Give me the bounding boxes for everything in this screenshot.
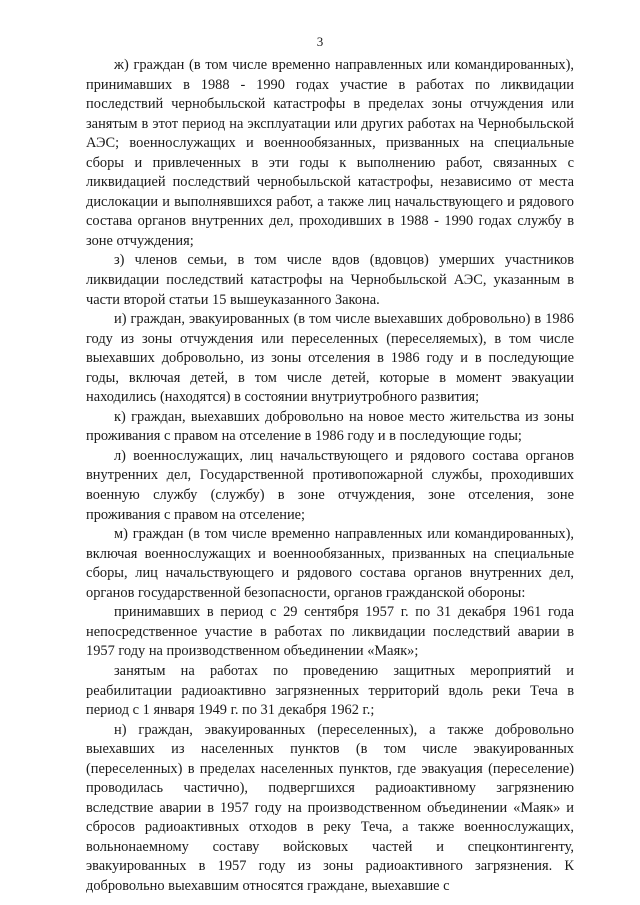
paragraph-i: и) граждан, эвакуированных (в том числе выехавших добровольно) в 1986 году из зоны отчуждения или переселенных (переселяемых), в том числе выехавших добровольно, из зоны отселения в 1986 году и в последующие годы, включая детей, в том числе детей, которые в момент эвакуации находились (находятся) в состоянии внутриутробного развития;: [86, 311, 574, 406]
paragraph-k: к) граждан, выехавших добровольно на новое место жительства из зоны проживания с правом на отселение в 1986 году и в последующие годы;: [86, 408, 574, 445]
paragraph-m-sub-1: принимавших в период с 29 сентября 1957 г. по 31 декабря 1961 года непосредственное участие в работах по ликвидации последствий аварии в 1957 году на производственном объединении «Маяк»;: [86, 604, 574, 660]
paragraph-l: л) военнослужащих, лиц начальствующего и рядового состава органов внутренних дел, Государственной противопожарной службы, проходивших военную службу (службу) в зоне отчуждения, зоне отселения, зоне проживания с правом на отселение;: [86, 447, 574, 523]
page-number: 3: [316, 34, 324, 49]
paragraph-m-sub-2: занятым на работах по проведению защитных мероприятий и реабилитации радиоактивно загрязненных территорий вдоль реки Теча в период с 1 января 1949 г. по 31 декабря 1962 г.;: [86, 662, 574, 719]
paragraph-n: н) граждан, эвакуированных (переселенных), а также добровольно выехавших из населенных пунктов (в том числе эвакуированных (переселенных) в пределах населенных пунктов, где эвакуация (переселение) проводилась частично), подвергшихся радиоактивному загрязнению вследствие аварии в 1957 году на производственном объединении «Маяк» и сбросов радиоактивных отходов в реку Теча, а также военнослужащих, вольнонаемному составу войсковых частей и спецконтингенту, эвакуированных в 1957 году из зоны радиоактивного загрязнения. К добровольно выехавшим относятся граждане, выехавшие с: [86, 721, 574, 894]
paragraph-m: м) граждан (в том числе временно направленных или командированных), включая военнослужащих и военнообязанных, призванных на специальные сборы, лиц начальствующего и рядового состава органов внутренних дел, органов государственной безопасности, органов гражданской обороны:: [86, 526, 574, 601]
paragraph-z: з) членов семьи, в том числе вдов (вдовцов) умерших участников ликвидации последствий катастрофы на Чернобыльской АЭС, указанным в части второй статьи 15 вышеуказанного Закона.: [86, 252, 574, 308]
paragraph-zh: ж) граждан (в том числе временно направленных или командированных), принимавших в 1988 - 1990 годах участие в работах по ликвидации последствий чернобыльской катастрофы в пределах зоны отчуждения или занятым в этот период на эксплуатации или других работах на Чернобыльской АЭС; военнослужащих и военнообязанных, призванных на специальные сборы и привлеченных в эти годы к выполнению работ, связанных с ликвидацией последствий чернобыльской катастрофы, независимо от места дислокации и выполнявшихся работ, а также лиц начальствующего и рядового состава органов внутренних дел, проходивших в 1988 - 1990 годах службу в зоне отчуждения;: [86, 57, 574, 249]
document-body: [86, 56, 574, 897]
